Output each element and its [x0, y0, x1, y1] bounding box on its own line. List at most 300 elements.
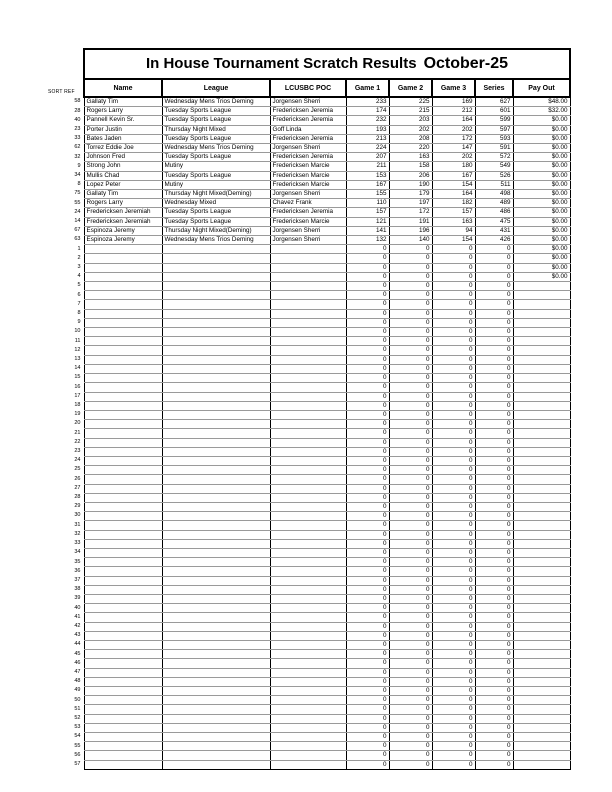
sort-ref-number: 19: [74, 411, 81, 418]
cell-league: Tuesday Sports League: [162, 217, 270, 226]
cell-game3: 0: [432, 328, 475, 337]
cell-series: 0: [475, 337, 513, 346]
cell-league: Tuesday Sports League: [162, 116, 270, 125]
empty-row: [68, 521, 570, 530]
cell-name: Rogers Larry: [84, 107, 162, 116]
cell-series: 0: [475, 742, 513, 751]
cell-payout: [513, 512, 570, 521]
cell-name: [84, 420, 162, 429]
empty-row: [68, 631, 570, 640]
cell-game1: 0: [346, 512, 389, 521]
cell-game3: 212: [432, 107, 475, 116]
cell-game3: 0: [432, 374, 475, 383]
cell-poc: [270, 364, 346, 373]
sort-ref-number: 43: [74, 632, 81, 639]
cell-game2: 220: [389, 144, 432, 153]
cell-game1: 121: [346, 217, 389, 226]
cell-name: [84, 751, 162, 760]
cell-poc: [270, 263, 346, 272]
cell-league: [162, 447, 270, 456]
title-date: October-25: [423, 55, 509, 72]
cell-poc: Jorgensen Sherri: [270, 144, 346, 153]
cell-name: [84, 604, 162, 613]
cell-name: Strong John: [84, 162, 162, 171]
cell-league: [162, 282, 270, 291]
cell-payout: [513, 760, 570, 769]
cell-game1: 0: [346, 530, 389, 539]
cell-game2: 0: [389, 512, 432, 521]
empty-row: [68, 355, 570, 364]
cell-series: 0: [475, 659, 513, 668]
cell-game3: 0: [432, 585, 475, 594]
sort-ref-number: 2: [77, 254, 81, 261]
sort-ref-number: 54: [74, 733, 81, 740]
cell-game1: 0: [346, 438, 389, 447]
sort-ref-number: 33: [74, 135, 81, 142]
cell-payout: [513, 668, 570, 677]
empty-row: [68, 502, 570, 511]
cell-poc: [270, 631, 346, 640]
cell-game1: 0: [346, 493, 389, 502]
cell-series: 0: [475, 456, 513, 465]
cell-payout: [513, 677, 570, 686]
cell-poc: [270, 245, 346, 254]
cell-name: Fredericksen Jeremiah: [84, 208, 162, 217]
cell-league: [162, 328, 270, 337]
cell-payout: [513, 585, 570, 594]
empty-row: [68, 760, 570, 769]
cell-league: [162, 502, 270, 511]
empty-row: [68, 272, 570, 281]
cell-game2: 0: [389, 677, 432, 686]
cell-league: [162, 548, 270, 557]
cell-game1: 0: [346, 502, 389, 511]
cell-game1: 0: [346, 263, 389, 272]
empty-row: [68, 548, 570, 557]
cell-game3: 0: [432, 309, 475, 318]
cell-league: [162, 650, 270, 659]
cell-league: [162, 337, 270, 346]
cell-payout: $0.00: [513, 254, 570, 263]
cell-payout: [513, 567, 570, 576]
cell-name: [84, 567, 162, 576]
cell-game3: 0: [432, 530, 475, 539]
cell-name: Gallaty Tim: [84, 190, 162, 199]
cell-game2: 191: [389, 217, 432, 226]
cell-poc: [270, 328, 346, 337]
cell-payout: [513, 723, 570, 732]
cell-payout: [513, 318, 570, 327]
cell-game3: 157: [432, 208, 475, 217]
results-table-body: [68, 97, 570, 769]
cell-poc: [270, 751, 346, 760]
empty-row: [68, 714, 570, 723]
cell-poc: [270, 677, 346, 686]
cell-payout: [513, 475, 570, 484]
cell-poc: [270, 309, 346, 318]
cell-game3: 0: [432, 622, 475, 631]
cell-league: [162, 383, 270, 392]
cell-poc: [270, 539, 346, 548]
cell-game1: 0: [346, 337, 389, 346]
cell-series: 0: [475, 475, 513, 484]
cell-payout: [513, 650, 570, 659]
cell-poc: [270, 733, 346, 742]
cell-poc: [270, 548, 346, 557]
cell-game1: 132: [346, 236, 389, 245]
cell-game2: 0: [389, 364, 432, 373]
cell-poc: [270, 723, 346, 732]
sort-ref-number: 27: [74, 484, 81, 491]
empty-row: [68, 751, 570, 760]
cell-series: 0: [475, 733, 513, 742]
cell-game1: 0: [346, 622, 389, 631]
cell-game3: 172: [432, 134, 475, 143]
cell-payout: $0.00: [513, 226, 570, 235]
cell-poc: [270, 318, 346, 327]
cell-game2: 0: [389, 631, 432, 640]
empty-row: [68, 613, 570, 622]
cell-game2: 0: [389, 733, 432, 742]
result-row: [68, 171, 570, 180]
cell-series: 0: [475, 567, 513, 576]
cell-game1: 141: [346, 226, 389, 235]
cell-game3: 167: [432, 171, 475, 180]
cell-poc: Fredericksen Marcie: [270, 180, 346, 189]
cell-name: [84, 475, 162, 484]
cell-payout: [513, 328, 570, 337]
cell-series: 0: [475, 512, 513, 521]
cell-game2: 0: [389, 640, 432, 649]
cell-game2: 163: [389, 153, 432, 162]
cell-payout: [513, 502, 570, 511]
cell-payout: [513, 300, 570, 309]
cell-poc: [270, 456, 346, 465]
cell-game3: 0: [432, 263, 475, 272]
sort-ref-number: 33: [74, 540, 81, 547]
cell-game1: 213: [346, 134, 389, 143]
cell-series: 0: [475, 640, 513, 649]
cell-game3: 0: [432, 705, 475, 714]
cell-game3: 164: [432, 116, 475, 125]
cell-league: [162, 466, 270, 475]
sort-ref-number: 45: [74, 650, 81, 657]
cell-name: [84, 346, 162, 355]
cell-game2: 158: [389, 162, 432, 171]
cell-game2: 202: [389, 125, 432, 134]
cell-game1: 0: [346, 466, 389, 475]
cell-poc: [270, 447, 346, 456]
cell-name: [84, 318, 162, 327]
header-row: [68, 79, 570, 97]
cell-league: Thursday Night Mixed: [162, 125, 270, 134]
empty-row: [68, 291, 570, 300]
cell-series: 0: [475, 613, 513, 622]
cell-name: [84, 558, 162, 567]
cell-game1: 0: [346, 705, 389, 714]
cell-game3: 0: [432, 383, 475, 392]
cell-poc: [270, 502, 346, 511]
result-row: [68, 199, 570, 208]
cell-poc: Chavez Frank: [270, 199, 346, 208]
cell-payout: [513, 733, 570, 742]
cell-game1: 0: [346, 282, 389, 291]
cell-name: [84, 677, 162, 686]
cell-game3: 0: [432, 438, 475, 447]
cell-game2: 190: [389, 180, 432, 189]
sort-ref-number: 40: [74, 604, 81, 611]
cell-payout: [513, 539, 570, 548]
title-row: [68, 49, 570, 79]
cell-series: 599: [475, 116, 513, 125]
cell-poc: Goff Linda: [270, 125, 346, 134]
ref-spacer: [68, 49, 84, 79]
cell-game1: 0: [346, 659, 389, 668]
cell-game1: 0: [346, 245, 389, 254]
cell-league: Thursday Night Mixed(Deming): [162, 190, 270, 199]
cell-game3: 0: [432, 410, 475, 419]
cell-name: [84, 245, 162, 254]
cell-series: 0: [475, 328, 513, 337]
cell-payout: [513, 613, 570, 622]
cell-name: [84, 512, 162, 521]
cell-poc: Fredericksen Jeremia: [270, 116, 346, 125]
cell-game2: 0: [389, 410, 432, 419]
empty-row: [68, 245, 570, 254]
cell-name: [84, 668, 162, 677]
cell-series: 0: [475, 751, 513, 760]
cell-game2: 179: [389, 190, 432, 199]
cell-game1: 0: [346, 318, 389, 327]
cell-game2: 0: [389, 383, 432, 392]
empty-row: [68, 383, 570, 392]
sort-ref-number: 13: [74, 356, 81, 363]
cell-poc: [270, 383, 346, 392]
empty-row: [68, 364, 570, 373]
cell-game1: 0: [346, 677, 389, 686]
cell-payout: [513, 622, 570, 631]
empty-row: [68, 456, 570, 465]
cell-league: [162, 475, 270, 484]
cell-series: 593: [475, 134, 513, 143]
sort-ref-number: 48: [74, 678, 81, 685]
sort-ref-number: 21: [74, 429, 81, 436]
sort-ref-number: 10: [74, 328, 81, 335]
cell-poc: [270, 585, 346, 594]
cell-game1: 0: [346, 539, 389, 548]
cell-game3: 0: [432, 502, 475, 511]
cell-payout: $0.00: [513, 171, 570, 180]
cell-poc: [270, 346, 346, 355]
empty-row: [68, 512, 570, 521]
empty-row: [68, 328, 570, 337]
cell-poc: [270, 640, 346, 649]
sort-ref-number: 57: [74, 760, 81, 767]
cell-game2: 0: [389, 374, 432, 383]
empty-row: [68, 677, 570, 686]
empty-row: [68, 696, 570, 705]
cell-league: Wednesday Mens Trios Deming: [162, 144, 270, 153]
cell-poc: [270, 475, 346, 484]
cell-name: [84, 613, 162, 622]
cell-game1: 0: [346, 420, 389, 429]
sort-ref-number: 24: [74, 208, 81, 215]
cell-league: [162, 291, 270, 300]
cell-game2: 208: [389, 134, 432, 143]
cell-game3: 0: [432, 447, 475, 456]
cell-league: Thursday Night Mixed(Deming): [162, 226, 270, 235]
cell-poc: [270, 567, 346, 576]
result-row: [68, 217, 570, 226]
cell-league: [162, 668, 270, 677]
cell-poc: Fredericksen Jeremia: [270, 134, 346, 143]
cell-game2: 0: [389, 272, 432, 281]
cell-poc: Fredericksen Jeremia: [270, 153, 346, 162]
cell-payout: [513, 374, 570, 383]
empty-row: [68, 438, 570, 447]
sort-ref-number: 42: [74, 622, 81, 629]
cell-game3: 0: [432, 318, 475, 327]
cell-poc: Jorgensen Sherri: [270, 226, 346, 235]
cell-game2: 0: [389, 291, 432, 300]
cell-game2: 0: [389, 475, 432, 484]
cell-poc: [270, 558, 346, 567]
cell-series: 0: [475, 760, 513, 769]
cell-payout: [513, 410, 570, 419]
sort-ref-number: 18: [74, 402, 81, 409]
cell-game3: 0: [432, 512, 475, 521]
cell-game3: 169: [432, 97, 475, 107]
empty-row: [68, 539, 570, 548]
cell-game2: 0: [389, 539, 432, 548]
cell-game2: 0: [389, 318, 432, 327]
cell-game1: 233: [346, 97, 389, 107]
empty-row: [68, 447, 570, 456]
cell-name: [84, 640, 162, 649]
cell-game1: 167: [346, 180, 389, 189]
sort-ref-number: 20: [74, 420, 81, 427]
cell-game1: 0: [346, 742, 389, 751]
cell-league: [162, 539, 270, 548]
cell-game3: 0: [432, 567, 475, 576]
cell-league: [162, 723, 270, 732]
cell-game1: 0: [346, 410, 389, 419]
sort-ref-number: 44: [74, 641, 81, 648]
cell-poc: [270, 291, 346, 300]
cell-game3: 164: [432, 190, 475, 199]
cell-game3: 0: [432, 696, 475, 705]
sort-ref-number: 34: [74, 171, 81, 178]
cell-poc: [270, 604, 346, 613]
cell-game3: 0: [432, 548, 475, 557]
header-game1: Game 1: [346, 79, 389, 97]
empty-row: [68, 742, 570, 751]
cell-game1: 0: [346, 291, 389, 300]
cell-game1: 0: [346, 447, 389, 456]
cell-game2: 0: [389, 687, 432, 696]
cell-poc: Jorgensen Sherri: [270, 97, 346, 107]
cell-game2: 172: [389, 208, 432, 217]
cell-series: 0: [475, 585, 513, 594]
cell-game1: 0: [346, 696, 389, 705]
cell-game1: 0: [346, 429, 389, 438]
cell-game2: 0: [389, 466, 432, 475]
cell-series: 0: [475, 420, 513, 429]
cell-name: Espinoza Jeremy: [84, 236, 162, 245]
cell-poc: [270, 622, 346, 631]
cell-league: [162, 512, 270, 521]
cell-name: [84, 272, 162, 281]
cell-payout: $0.00: [513, 125, 570, 134]
cell-payout: [513, 558, 570, 567]
cell-payout: [513, 337, 570, 346]
cell-payout: $0.00: [513, 263, 570, 272]
cell-game2: 215: [389, 107, 432, 116]
cell-game3: 0: [432, 364, 475, 373]
header-game2: Game 2: [389, 79, 432, 97]
cell-series: 0: [475, 392, 513, 401]
results-table: [68, 48, 571, 770]
cell-game3: 0: [432, 677, 475, 686]
cell-poc: [270, 521, 346, 530]
cell-game3: 0: [432, 420, 475, 429]
cell-name: [84, 650, 162, 659]
cell-game3: 163: [432, 217, 475, 226]
header-game3: Game 3: [432, 79, 475, 97]
cell-series: 489: [475, 199, 513, 208]
cell-payout: [513, 429, 570, 438]
cell-name: [84, 466, 162, 475]
cell-game2: 0: [389, 300, 432, 309]
cell-game2: 0: [389, 530, 432, 539]
sort-ref-number: 32: [74, 153, 81, 160]
cell-series: 498: [475, 190, 513, 199]
cell-game1: 0: [346, 760, 389, 769]
cell-game2: 0: [389, 567, 432, 576]
cell-poc: Fredericksen Marcie: [270, 171, 346, 180]
sort-ref-number: 8: [77, 310, 81, 317]
cell-series: 0: [475, 631, 513, 640]
sort-ref-label: SORT REF: [48, 89, 75, 95]
cell-poc: [270, 355, 346, 364]
cell-game2: 206: [389, 171, 432, 180]
cell-game1: 0: [346, 558, 389, 567]
cell-game1: 0: [346, 733, 389, 742]
empty-row: [68, 263, 570, 272]
cell-league: Tuesday Sports League: [162, 107, 270, 116]
cell-league: [162, 567, 270, 576]
cell-league: [162, 300, 270, 309]
cell-name: [84, 364, 162, 373]
empty-row: [68, 374, 570, 383]
cell-game1: 0: [346, 714, 389, 723]
cell-league: [162, 392, 270, 401]
cell-game3: 0: [432, 751, 475, 760]
cell-poc: [270, 254, 346, 263]
cell-game1: 157: [346, 208, 389, 217]
empty-row: [68, 585, 570, 594]
cell-payout: [513, 401, 570, 410]
cell-game1: 0: [346, 484, 389, 493]
cell-game3: 0: [432, 723, 475, 732]
sort-ref-number: 50: [74, 696, 81, 703]
sort-ref-number: 36: [74, 567, 81, 574]
cell-name: Espinoza Jeremy: [84, 226, 162, 235]
cell-poc: [270, 374, 346, 383]
cell-poc: [270, 493, 346, 502]
cell-series: 0: [475, 548, 513, 557]
cell-league: [162, 263, 270, 272]
